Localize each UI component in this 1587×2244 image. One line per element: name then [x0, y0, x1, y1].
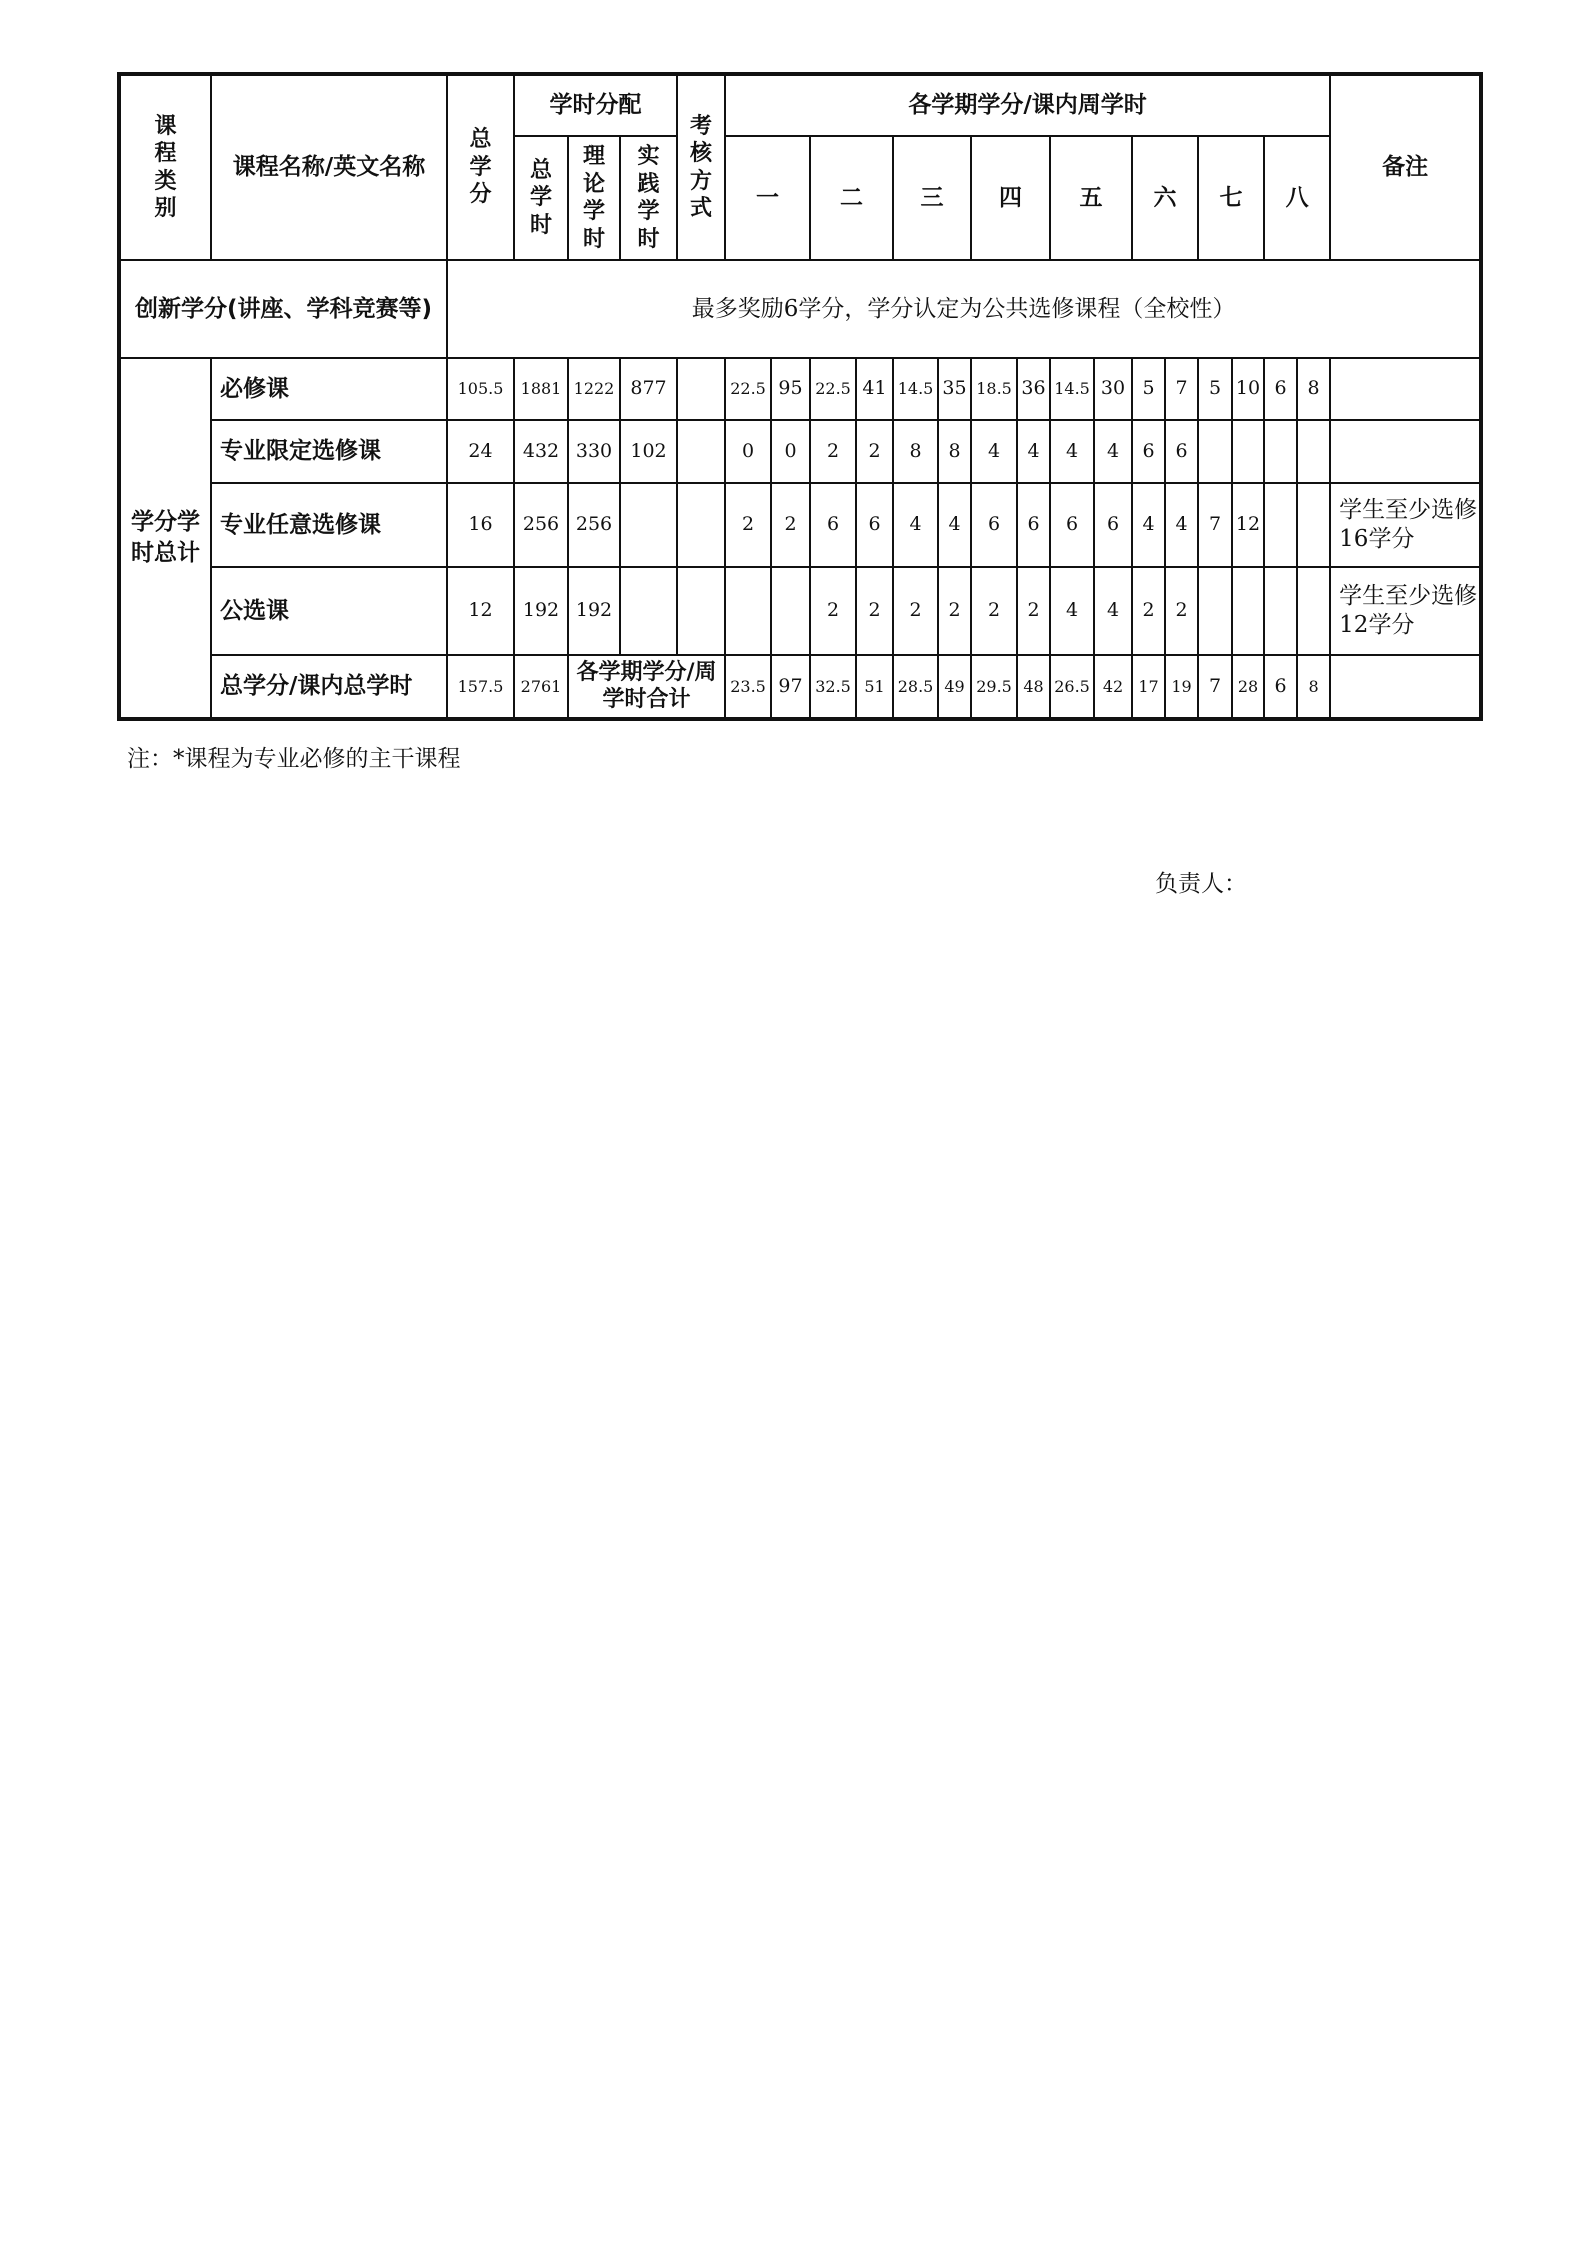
row-sem-value: 35 [938, 358, 971, 420]
row-name: 必修课 [211, 358, 447, 420]
row-sem-value: 32.5 [810, 655, 856, 719]
row-sem-value: 2 [971, 567, 1017, 655]
row-name: 公选课 [211, 567, 447, 655]
row-sem-value: 2 [725, 483, 771, 567]
row-sem-value: 10 [1232, 358, 1264, 420]
row-practice-hours [620, 483, 677, 567]
header-semester-8: 八 [1264, 136, 1330, 260]
row-assessment [677, 567, 725, 655]
row-theory-hours: 330 [568, 420, 620, 483]
header-semester-group: 各学期学分/课内周学时 [725, 74, 1330, 136]
row-theory-hours: 256 [568, 483, 620, 567]
row-sem-value: 2 [938, 567, 971, 655]
row-sem-value: 8 [893, 420, 938, 483]
row-theory-hours: 192 [568, 567, 620, 655]
row-practice-hours: 877 [620, 358, 677, 420]
header-semester-7: 七 [1198, 136, 1264, 260]
row-sem-value: 23.5 [725, 655, 771, 719]
row-credits: 12 [447, 567, 514, 655]
header-course-category: 课 程 类 别 [119, 74, 211, 260]
row-sem-value: 95 [771, 358, 810, 420]
table-row-total [119, 655, 1481, 719]
row-sem-value: 0 [725, 420, 771, 483]
row-sem-value: 4 [1094, 567, 1132, 655]
row-sem-value: 2 [1132, 567, 1165, 655]
row-sem-value: 0 [771, 420, 810, 483]
row-sem-value: 8 [1297, 358, 1330, 420]
row-sem-value: 2 [1017, 567, 1050, 655]
row-sem-value: 14.5 [893, 358, 938, 420]
row-sem-value: 4 [1165, 483, 1198, 567]
row-credits: 24 [447, 420, 514, 483]
row-sem-value: 4 [1132, 483, 1165, 567]
table-row [119, 483, 1481, 567]
table-row [119, 567, 1481, 655]
row-sem-value: 97 [771, 655, 810, 719]
row-note: 学生至少选修16学分 [1330, 483, 1481, 567]
row-sem-value [1264, 483, 1297, 567]
row-sem-value [1232, 420, 1264, 483]
row-sem-value: 4 [893, 483, 938, 567]
header-semester-6: 六 [1132, 136, 1198, 260]
row-sem-value [1297, 420, 1330, 483]
header-remarks: 备注 [1330, 74, 1481, 260]
row-sem-value: 26.5 [1050, 655, 1094, 719]
row-sem-value: 22.5 [810, 358, 856, 420]
row-sem-value: 8 [938, 420, 971, 483]
header-practice-hours: 实 践 学 时 [620, 136, 677, 260]
row-name: 专业限定选修课 [211, 420, 447, 483]
row-sem-value: 6 [971, 483, 1017, 567]
header-semester-5: 五 [1050, 136, 1132, 260]
row-sem-value [1232, 567, 1264, 655]
header-semester-2: 二 [810, 136, 893, 260]
row-sem-value: 2 [856, 420, 893, 483]
row-sem-value: 6 [1094, 483, 1132, 567]
row-sem-value: 19 [1165, 655, 1198, 719]
header-assessment: 考 核 方 式 [677, 74, 725, 260]
row-sem-value [1264, 567, 1297, 655]
footnote: 注：*课程为专业必修的主干课程 [127, 746, 461, 772]
row-sem-value [1264, 420, 1297, 483]
summary-category: 学分学时总计 [119, 358, 211, 719]
row-sem-value: 7 [1198, 483, 1232, 567]
header-semester-3: 三 [893, 136, 971, 260]
row-sem-value: 7 [1198, 655, 1232, 719]
row-merged-label: 各学期学分/周学时合计 [568, 655, 725, 719]
row-theory-hours: 1222 [568, 358, 620, 420]
innovation-row [119, 260, 1481, 358]
row-sem-value: 4 [1050, 567, 1094, 655]
row-sem-value: 2 [1165, 567, 1198, 655]
header-row-1 [119, 74, 1481, 136]
row-sem-value [1297, 483, 1330, 567]
row-sem-value: 36 [1017, 358, 1050, 420]
row-sem-value: 4 [1017, 420, 1050, 483]
row-sem-value: 8 [1297, 655, 1330, 719]
row-credits: 16 [447, 483, 514, 567]
row-sem-value: 41 [856, 358, 893, 420]
table-row [119, 420, 1481, 483]
row-sem-value: 4 [938, 483, 971, 567]
row-sem-value: 6 [1264, 655, 1297, 719]
row-assessment [677, 420, 725, 483]
row-total-hours: 1881 [514, 358, 568, 420]
innovation-text: 最多奖励6学分，学分认定为公共选修课程（全校性） [447, 260, 1481, 358]
header-theory-hours: 理 论 学 时 [568, 136, 620, 260]
row-sem-value: 18.5 [971, 358, 1017, 420]
row-sem-value [725, 567, 771, 655]
row-sem-value: 2 [810, 420, 856, 483]
row-sem-value: 6 [1017, 483, 1050, 567]
row-sem-value [1198, 420, 1232, 483]
row-sem-value: 28 [1232, 655, 1264, 719]
header-hours-allocation: 学时分配 [514, 74, 677, 136]
header-total-hours: 总 学 时 [514, 136, 568, 260]
row-sem-value [1297, 567, 1330, 655]
row-sem-value: 22.5 [725, 358, 771, 420]
row-assessment [677, 483, 725, 567]
header-course-name: 课程名称/英文名称 [211, 74, 447, 260]
row-sem-value: 6 [1132, 420, 1165, 483]
row-practice-hours: 102 [620, 420, 677, 483]
credit-hours-table [117, 72, 1483, 721]
header-semester-4: 四 [971, 136, 1050, 260]
row-sem-value: 6 [1050, 483, 1094, 567]
row-note: 学生至少选修12学分 [1330, 567, 1481, 655]
row-sem-value: 2 [810, 567, 856, 655]
responsible-person-label: 负责人： [1155, 871, 1247, 897]
row-name: 总学分/课内总学时 [211, 655, 447, 719]
row-total-hours: 192 [514, 567, 568, 655]
table-row [119, 358, 1481, 420]
row-sem-value [771, 567, 810, 655]
header-semester-1: 一 [725, 136, 810, 260]
row-sem-value: 2 [856, 567, 893, 655]
row-practice-hours [620, 567, 677, 655]
row-credits: 157.5 [447, 655, 514, 719]
row-sem-value: 6 [1165, 420, 1198, 483]
row-sem-value: 5 [1198, 358, 1232, 420]
row-name: 专业任意选修课 [211, 483, 447, 567]
row-sem-value: 42 [1094, 655, 1132, 719]
row-credits: 105.5 [447, 358, 514, 420]
row-sem-value: 5 [1132, 358, 1165, 420]
row-sem-value: 6 [810, 483, 856, 567]
row-sem-value [1198, 567, 1232, 655]
row-sem-value: 30 [1094, 358, 1132, 420]
row-sem-value: 48 [1017, 655, 1050, 719]
row-sem-value: 51 [856, 655, 893, 719]
row-sem-value: 4 [1050, 420, 1094, 483]
row-note [1330, 420, 1481, 483]
row-sem-value: 6 [1264, 358, 1297, 420]
row-sem-value: 6 [856, 483, 893, 567]
row-sem-value: 49 [938, 655, 971, 719]
row-note [1330, 358, 1481, 420]
row-sem-value: 14.5 [1050, 358, 1094, 420]
row-sem-value: 4 [1094, 420, 1132, 483]
row-total-hours: 432 [514, 420, 568, 483]
row-assessment [677, 358, 725, 420]
row-note [1330, 655, 1481, 719]
row-sem-value: 28.5 [893, 655, 938, 719]
row-total-hours: 2761 [514, 655, 568, 719]
row-sem-value: 12 [1232, 483, 1264, 567]
row-sem-value: 17 [1132, 655, 1165, 719]
row-sem-value: 2 [893, 567, 938, 655]
row-sem-value: 4 [971, 420, 1017, 483]
innovation-label: 创新学分(讲座、学科竞赛等) [119, 260, 447, 358]
row-sem-value: 29.5 [971, 655, 1017, 719]
row-total-hours: 256 [514, 483, 568, 567]
header-total-credits: 总 学 分 [447, 74, 514, 260]
row-sem-value: 7 [1165, 358, 1198, 420]
row-sem-value: 2 [771, 483, 810, 567]
